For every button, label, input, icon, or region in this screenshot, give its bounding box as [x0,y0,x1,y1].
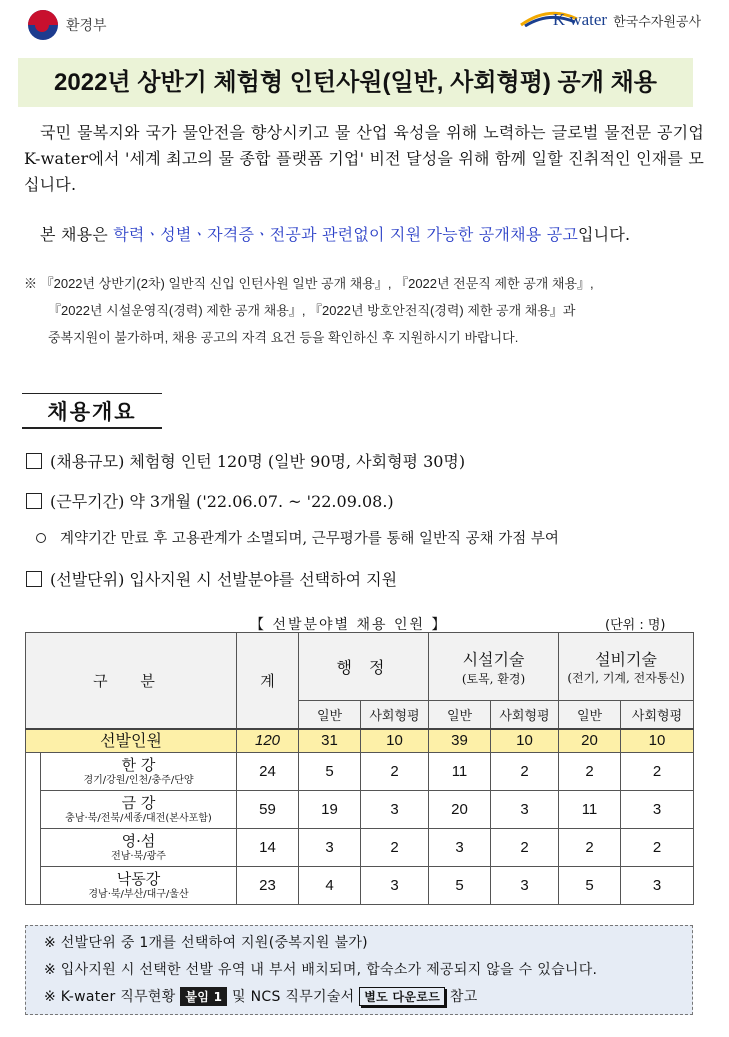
table-row-total: 선발인원 120 31 10 39 10 20 10 [26,729,694,753]
sub-social: 사회형평 [621,701,694,729]
sub-general: 일반 [559,701,621,729]
item-unit: (선발단위) 입사지원 시 선발분야를 선택하여 지원 [26,567,397,590]
corp-name: 한국수자원공사 [613,15,701,30]
item-period: (근무기간) 약 3개월 ('22.06.07. ~ '22.09.08.) [26,489,394,512]
table-row: 낙동강 경남·북/부산/대구/울산 23 4 3 5 3 5 3 [26,867,694,905]
sub-social: 사회형평 [491,701,559,729]
kwater-wordmark: K water [552,10,608,29]
header-gubun: 구 분 [26,633,237,729]
table-row: 금 강 충남·북/전북/세종/대전(본사포함) 59 19 3 20 3 11 3 [26,791,694,829]
duplicate-note: ※ 『2022년 상반기(2차) 일반직 신입 인턴사원 일반 공개 채용』, 『2022년 전문직 제한 공개 채용』, 『2022년 시설운영직(경력) 제한 공개 채용』, 『2022년 방호안전직(경력) 제한 공개 채용』과 중복지원이 불가하며, 채용 공고의 자격 요건 등을 확인하신 후 지원하시기 바랍니다. [24,276,594,345]
notice-line: ※ 선발단위 중 1개를 선택하여 지원(중복지원 불가) [44,935,368,951]
header-total: 계 [237,633,299,729]
recruit-table [25,632,694,905]
bullet-circle-icon [36,533,46,543]
table-unit: (단위 : 명) [605,618,666,633]
attachment-tag: 붙임 1 [180,987,227,1006]
section-divider [22,393,162,394]
taegeuk-icon [28,10,58,40]
intro-paragraph: 국민 물복지와 국가 물안전을 향상시키고 물 산업 육성을 위해 노력하는 글로벌 물전문 공기업 K-water에서 '세계 최고의 물 종합 플랫폼 기업' 비전 달성을 위해 함께 일할 진취적인 인재를 모십니다. [24,123,704,194]
kwater-logo [553,10,701,30]
total-label: 선발인원 [26,729,237,753]
intro-notice: 본 채용은 학력ㆍ성별ㆍ자격증ㆍ전공과 관련없이 지원 가능한 공개채용 공고입니다. [40,225,631,244]
total-sum: 120 [237,729,299,753]
checkbox-square-icon [26,571,42,587]
table-row: 영·섬 전남·북/광주 14 3 2 3 2 2 2 [26,829,694,867]
sub-general: 일반 [299,701,361,729]
item-period-sub: 계약기간 만료 후 고용관계가 소멸되며, 근무평가를 통해 일반직 공채 가점 부여 [36,527,559,548]
sub-general: 일반 [429,701,491,729]
download-tag[interactable]: 별도 다운로드 [359,987,445,1006]
notice-line: ※ 입사지원 시 선택한 선발 유역 내 부서 배치되며, 합숙소가 제공되지 않을 수 있습니다. [44,962,598,978]
section-divider [22,427,162,429]
checkbox-square-icon [26,453,42,469]
ministry-logo [28,10,107,40]
table-caption: 【 선발분야별 채용 인원 】 [250,617,448,633]
page-title: 2022년 상반기 체험형 인턴사원(일반, 사회형평) 공개 채용 [54,69,657,96]
section-title: 채용개요 [47,401,137,424]
header-facility: 시설기술 (토목, 환경) [429,633,559,701]
checkbox-square-icon [26,493,42,509]
ministry-name: 환경부 [66,18,107,34]
table-row: 한 강 경기/강원/인천/충주/단양 24 5 2 11 2 2 2 [26,753,694,791]
sub-social: 사회형평 [361,701,429,729]
header-equipment: 설비기술 (전기, 기계, 전자통신) [559,633,694,701]
header-admin: 행 정 [299,633,429,701]
highlight-text: 학력ㆍ성별ㆍ자격증ㆍ전공과 관련없이 지원 가능한 공개채용 공고 [113,225,579,244]
notice-line: ※ K-water 직무현황 붙임 1 및 NCS 직무기술서 별도 다운로드 참고 [44,989,478,1005]
item-scale: (채용규모) 체험형 인턴 120명 (일반 90명, 사회형평 30명) [26,449,465,472]
